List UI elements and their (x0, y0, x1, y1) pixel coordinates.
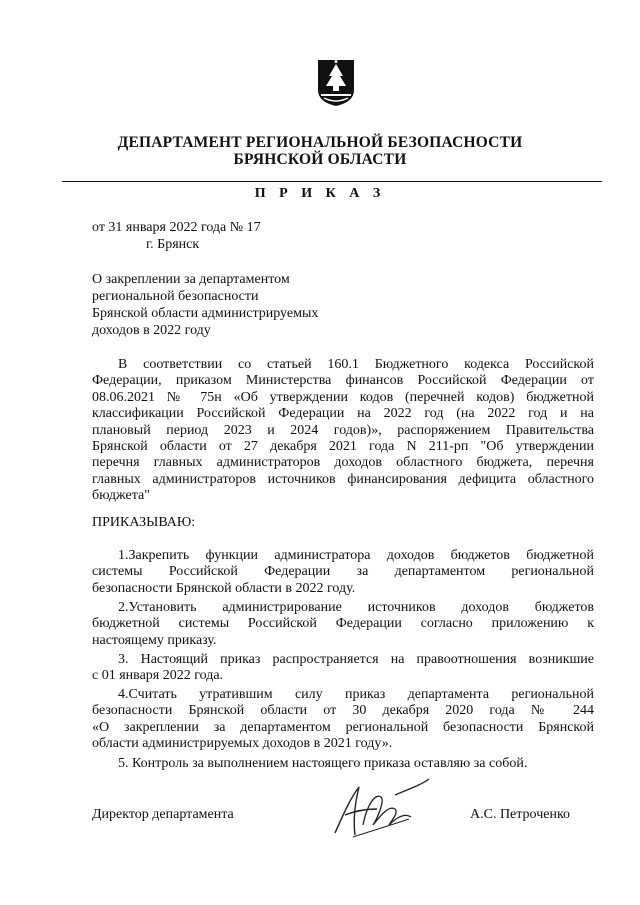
signatory-position: Директор департамента (92, 807, 234, 822)
department-name-line1: ДЕПАРТАМЕНТ РЕГИОНАЛЬНОЙ БЕЗОПАСНОСТИ (117, 134, 523, 151)
text-line: классификации Российской Федерации на 2022 год (на 2022 год и на (92, 406, 594, 422)
order-item-2 (92, 600, 594, 649)
signatory-name: А.С. Петроченко (470, 807, 571, 822)
text-line: 2.Установить администрирование источников доходов бюджетов (118, 600, 594, 615)
order-item-3 (92, 652, 594, 685)
department-name-line2: БРЯНСКОЙ ОБЛАСТИ (233, 151, 407, 168)
order-item-4 (92, 687, 594, 753)
subject-line: региональной безопасности (92, 289, 259, 304)
header-divider (62, 181, 602, 182)
text-line: системы Российской Федерации за департаментом региональной (92, 564, 594, 580)
text-line: 3. Настоящий приказ распространяется на правоотношения возникшие (118, 652, 594, 667)
subject-line: О закреплении за департаментом (92, 272, 290, 287)
city: г. Брянск (146, 237, 200, 252)
text-line: 1.Закрепить функции администратора доходов бюджетов бюджетной (118, 548, 594, 563)
text-line: безопасности Брянской области от 30 декабря 2020 года № 244 (92, 703, 594, 719)
text-line: Брянской области от 27 декабря 2021 года N 211-рп "Об утверждении (92, 439, 594, 455)
text-line: «О закреплении за департаментом региональной безопасности Брянской (92, 719, 594, 735)
text-line: Федерации, приказом Министерства финансов Российской Федерации от (92, 373, 594, 389)
preamble-paragraph (92, 357, 594, 505)
subject-line: Брянской области администрируемых (92, 306, 319, 321)
text-line: бюджета" (92, 488, 150, 504)
order-item-1 (92, 548, 594, 597)
text-line: с 01 января 2022 года. (92, 668, 224, 684)
text-line: области администрируемых доходов в 2021 году». (92, 736, 393, 752)
date-number: от 31 января 2022 года № 17 (92, 220, 261, 235)
order-word: ПРИКАЗЫВАЮ: (92, 515, 196, 530)
text-line: перечня главных администраторов доходов областного бюджета, перечня (92, 455, 594, 471)
subject-line: доходов в 2022 году (92, 323, 211, 338)
text-line: бюджетной системы Российской Федерации согласно приложению к (92, 616, 594, 632)
order-item-5: 5. Контроль за выполнением настоящего приказа оставляю за собой. (118, 756, 528, 771)
text-line: безопасности Брянской области в 2022 году. (92, 580, 356, 596)
document-type: П Р И К А З (254, 186, 386, 201)
text-line: В соответствии со статьей 160.1 Бюджетного кодекса Российской (118, 357, 594, 372)
text-line: 4.Считать утратившим силу приказ департамента региональной (118, 687, 594, 702)
text-line: 08.06.2021 № 75н «Об утверждении кодов (перечней кодов) бюджетной (92, 389, 594, 405)
text-line: плановый период 2023 и 2024 годов)», распоряжением Правительства (92, 422, 594, 438)
handwritten-signature-icon (325, 775, 435, 843)
text-line: главных администраторов источников финансирования дефицита областного (92, 471, 594, 487)
coat-of-arms-icon (316, 58, 356, 108)
text-line: настоящему приказу. (92, 632, 217, 648)
